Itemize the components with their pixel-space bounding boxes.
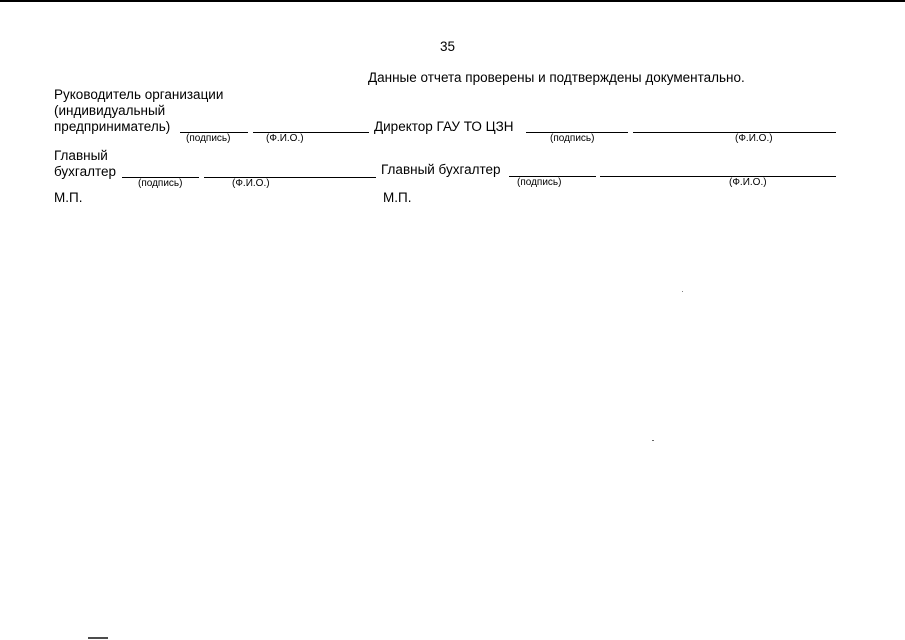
director-label: Директор ГАУ ТО ЦЗН: [374, 119, 514, 134]
scan-speck: [652, 440, 654, 441]
bottom-mark: [88, 637, 108, 639]
left-accountant-label-line1: Главный: [54, 148, 108, 163]
left-accountant-name-line: [204, 177, 376, 178]
left-accountant-label-line2: бухгалтер: [54, 164, 116, 179]
right-accountant-name-caption: (Ф.И.О.): [729, 177, 767, 188]
left-accountant-name-caption: (Ф.И.О.): [232, 178, 270, 189]
right-accountant-name-line: [600, 176, 836, 177]
right-stamp: М.П.: [383, 190, 412, 205]
director-name-caption: (Ф.И.О.): [735, 133, 773, 144]
scan-speck: [682, 291, 683, 292]
head-label-line2: (индивидуальный: [54, 103, 166, 118]
left-accountant-signature-caption: (подпись): [138, 178, 183, 189]
page-number: 35: [440, 39, 456, 54]
head-name-caption: (Ф.И.О.): [266, 133, 304, 144]
right-accountant-signature-caption: (подпись): [517, 177, 562, 188]
director-signature-caption: (подпись): [550, 133, 595, 144]
right-accountant-label: Главный бухгалтер: [381, 162, 501, 177]
top-border: [0, 0, 905, 2]
verification-note: Данные отчета проверены и подтверждены документально.: [368, 70, 745, 85]
left-stamp: М.П.: [54, 190, 83, 205]
head-label-line3: предприниматель): [54, 119, 171, 134]
head-label-line1: Руководитель организации: [54, 87, 224, 102]
head-signature-caption: (подпись): [186, 133, 231, 144]
